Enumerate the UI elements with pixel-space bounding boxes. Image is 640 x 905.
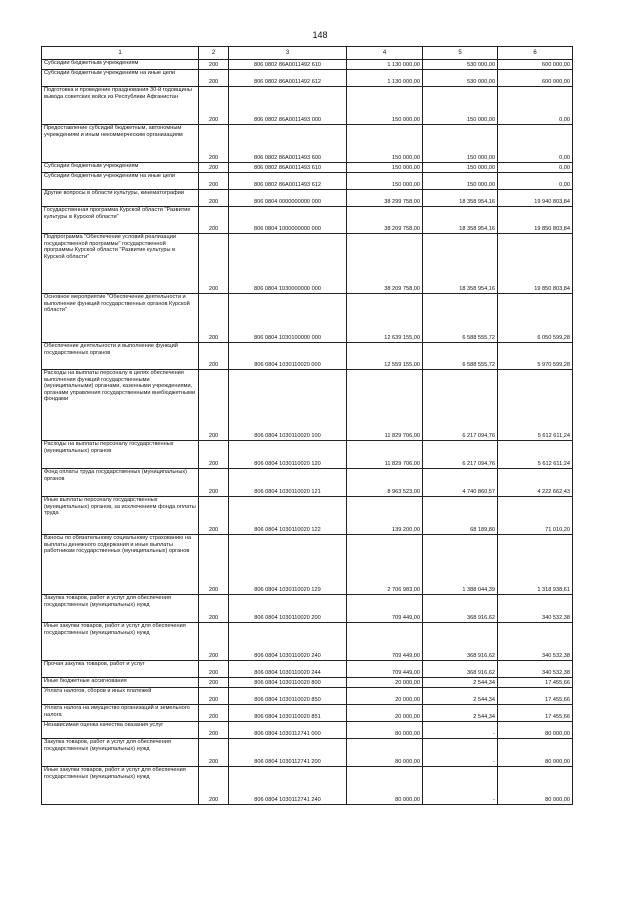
row-kbk-cell: 806 0804 1030110020 122: [229, 497, 347, 535]
row-kbk-cell: 806 0804 1030110020 100: [229, 370, 347, 441]
row-value-col5: 6 588 555,72: [423, 343, 498, 370]
row-kbk-cell: 806 0804 1030110020 800: [229, 678, 347, 688]
row-kbk-cell: 806 0804 1030110020 120: [229, 441, 347, 469]
row-value-col5: 68 189,80: [423, 497, 498, 535]
budget-table: [41, 46, 573, 805]
row-code-cell: 200: [199, 623, 229, 661]
row-kbk-cell: 806 0802 86А0011493 600: [229, 125, 347, 163]
row-value-col5: 18 358 954,16: [423, 190, 498, 207]
row-value-col5: 18 358 954,16: [423, 234, 498, 294]
row-name-cell: Прочая закупка товаров, работ и услуг: [42, 661, 199, 678]
row-name-cell: Закупка товаров, работ и услуг для обеспечения государственных (муниципальных) нужд: [42, 595, 199, 623]
row-value-col4: 20 000,00: [347, 705, 423, 722]
row-name-cell: Независимая оценка качества оказания услуг: [42, 722, 199, 739]
header-col-4: 4: [347, 47, 423, 60]
row-value-col4: 150 000,00: [347, 87, 423, 125]
row-value-col4: 139 200,00: [347, 497, 423, 535]
row-value-col6: 340 532,38: [498, 661, 573, 678]
row-name-cell: Уплата налога на имущество организаций и земельного налога: [42, 705, 199, 722]
row-value-col6: 80 000,00: [498, 739, 573, 767]
row-kbk-cell: 806 0804 1000000000 000: [229, 207, 347, 234]
row-name-cell: Подготовка и проведение празднования 30-й годовщины вывода советских войск из Республики Афганистан: [42, 87, 199, 125]
row-name-cell: Государственная программа Курской области "Развитие культуры в Курской области": [42, 207, 199, 234]
row-code-cell: 200: [199, 469, 229, 497]
row-value-col4: 12 559 155,00: [347, 343, 423, 370]
row-code-cell: 200: [199, 595, 229, 623]
table-row: [42, 370, 573, 441]
row-value-col4: 150 000,00: [347, 163, 423, 173]
row-code-cell: 200: [199, 234, 229, 294]
row-code-cell: 200: [199, 661, 229, 678]
row-kbk-cell: 806 0804 1030110020 851: [229, 705, 347, 722]
row-kbk-cell: 806 0804 1030112741 240: [229, 767, 347, 805]
row-name-cell: Фонд оплаты труда государственных (муниципальных) органов: [42, 469, 199, 497]
row-value-col6: 4 222 662,43: [498, 469, 573, 497]
row-value-col5: 4 740 860,57: [423, 469, 498, 497]
row-name-cell: Иные выплаты персоналу государственных (муниципальных) органов, за исключением фонда оплаты труда: [42, 497, 199, 535]
row-name-cell: Расходы на выплаты персоналу государственных (муниципальных) органов: [42, 441, 199, 469]
row-value-col4: 2 706 983,00: [347, 535, 423, 595]
row-kbk-cell: 806 0804 1030110020 000: [229, 343, 347, 370]
row-name-cell: Уплата налогов, сборов и иных платежей: [42, 688, 199, 705]
row-value-col4: 150 000,00: [347, 125, 423, 163]
row-kbk-cell: 806 0802 86А0011492 612: [229, 70, 347, 87]
row-code-cell: 200: [199, 678, 229, 688]
row-kbk-cell: 806 0804 1030110020 240: [229, 623, 347, 661]
table-row: [42, 497, 573, 535]
row-kbk-cell: 806 0802 86А0011492 610: [229, 60, 347, 70]
row-value-col6: 80 000,00: [498, 722, 573, 739]
row-value-col6: 19 940 803,84: [498, 190, 573, 207]
row-value-col5: 150 000,00: [423, 87, 498, 125]
table-row: [42, 535, 573, 595]
row-value-col6: 17 455,66: [498, 705, 573, 722]
row-value-col4: 80 000,00: [347, 767, 423, 805]
row-value-col5: 368 916,62: [423, 661, 498, 678]
row-name-cell: Субсидии бюджетным учреждениям: [42, 60, 199, 70]
row-value-col5: -: [423, 739, 498, 767]
row-value-col5: 6 588 555,72: [423, 294, 498, 343]
row-value-col5: 6 217 094,76: [423, 441, 498, 469]
row-name-cell: Иные бюджетные ассигнования: [42, 678, 199, 688]
row-value-col5: 368 916,62: [423, 595, 498, 623]
row-value-col6: 0,00: [498, 125, 573, 163]
table-header-row: [42, 47, 573, 60]
row-value-col5: 530 000,00: [423, 60, 498, 70]
table-row: [42, 469, 573, 497]
row-value-col4: 709 449,00: [347, 661, 423, 678]
page-number: 148: [312, 30, 328, 40]
row-kbk-cell: 806 0804 1030110020 121: [229, 469, 347, 497]
row-code-cell: 200: [199, 173, 229, 190]
row-kbk-cell: 806 0804 1030000000 000: [229, 234, 347, 294]
row-code-cell: 200: [199, 70, 229, 87]
row-value-col4: 11 829 706,00: [347, 441, 423, 469]
header-col-2: 2: [199, 47, 229, 60]
table-row: [42, 173, 573, 190]
row-value-col6: 0,00: [498, 173, 573, 190]
row-value-col4: 80 000,00: [347, 722, 423, 739]
row-value-col5: 530 000,00: [423, 70, 498, 87]
row-value-col6: 5 970 599,28: [498, 343, 573, 370]
row-code-cell: 200: [199, 207, 229, 234]
table-row: [42, 705, 573, 722]
row-value-col6: 0,00: [498, 87, 573, 125]
table-row: [42, 125, 573, 163]
row-name-cell: Иные закупки товаров, работ и услуг для обеспечения государственных (муниципальных) нужд: [42, 623, 199, 661]
row-name-cell: Основное мероприятие "Обеспечение деятельности и выполнение функций государственных органов Курской области": [42, 294, 199, 343]
row-name-cell: Обеспечение деятельности и выполнение функций государственных органов: [42, 343, 199, 370]
row-value-col5: 150 000,00: [423, 173, 498, 190]
table-row: [42, 343, 573, 370]
table-row: [42, 70, 573, 87]
row-kbk-cell: 806 0804 1030110020 200: [229, 595, 347, 623]
row-code-cell: 200: [199, 163, 229, 173]
row-code-cell: 200: [199, 294, 229, 343]
row-name-cell: Субсидии бюджетным учреждениям: [42, 163, 199, 173]
row-value-col4: 11 829 706,00: [347, 370, 423, 441]
row-value-col4: 8 963 523,00: [347, 469, 423, 497]
row-value-col5: -: [423, 722, 498, 739]
row-kbk-cell: 806 0804 1030112741 200: [229, 739, 347, 767]
row-value-col6: 80 000,00: [498, 767, 573, 805]
row-value-col6: 600 000,00: [498, 70, 573, 87]
row-value-col5: 2 544,34: [423, 705, 498, 722]
row-code-cell: 200: [199, 125, 229, 163]
row-kbk-cell: 806 0804 0000000000 000: [229, 190, 347, 207]
table-row: [42, 60, 573, 70]
row-value-col6: 71 010,20: [498, 497, 573, 535]
row-code-cell: 200: [199, 767, 229, 805]
row-value-col5: 2 544,34: [423, 678, 498, 688]
row-code-cell: 200: [199, 60, 229, 70]
row-kbk-cell: 806 0802 86А0011493 000: [229, 87, 347, 125]
row-kbk-cell: 806 0804 1030112741 000: [229, 722, 347, 739]
row-value-col4: 709 449,00: [347, 595, 423, 623]
table-row: [42, 595, 573, 623]
row-name-cell: Закупка товаров, работ и услуг для обеспечения государственных (муниципальных) нужд: [42, 739, 199, 767]
row-code-cell: 200: [199, 370, 229, 441]
table-row: [42, 678, 573, 688]
header-col-1: 1: [42, 47, 199, 60]
row-value-col6: 17 455,66: [498, 678, 573, 688]
row-value-col4: 20 000,00: [347, 688, 423, 705]
row-code-cell: 200: [199, 190, 229, 207]
row-value-col4: 38 209 758,00: [347, 234, 423, 294]
row-value-col5: 150 000,00: [423, 125, 498, 163]
table-row: [42, 190, 573, 207]
row-value-col6: 6 050 599,28: [498, 294, 573, 343]
row-kbk-cell: 806 0802 86А0011493 612: [229, 173, 347, 190]
row-kbk-cell: 806 0804 1030110020 244: [229, 661, 347, 678]
row-value-col6: 0,00: [498, 163, 573, 173]
row-value-col4: 709 449,00: [347, 623, 423, 661]
header-col-5: 5: [423, 47, 498, 60]
table-row: [42, 722, 573, 739]
table-row: [42, 294, 573, 343]
row-value-col4: 38 209 758,00: [347, 207, 423, 234]
row-name-cell: Иные закупки товаров, работ и услуг для обеспечения государственных (муниципальных) нужд: [42, 767, 199, 805]
row-code-cell: 200: [199, 441, 229, 469]
row-code-cell: 200: [199, 343, 229, 370]
table-row: [42, 623, 573, 661]
row-value-col4: 20 000,00: [347, 678, 423, 688]
row-value-col4: 150 000,00: [347, 173, 423, 190]
row-value-col5: 150 000,00: [423, 163, 498, 173]
row-name-cell: Субсидии бюджетным учреждениям на иные цели: [42, 70, 199, 87]
table-row: [42, 441, 573, 469]
row-kbk-cell: 806 0804 1030110020 129: [229, 535, 347, 595]
row-value-col6: 17 455,66: [498, 688, 573, 705]
row-code-cell: 200: [199, 87, 229, 125]
row-name-cell: Субсидии бюджетным учреждениям на иные цели: [42, 173, 199, 190]
row-value-col4: 80 000,00: [347, 739, 423, 767]
row-value-col6: 5 612 611,24: [498, 370, 573, 441]
row-value-col6: 340 532,38: [498, 595, 573, 623]
row-code-cell: 200: [199, 688, 229, 705]
row-kbk-cell: 806 0804 1030100000 000: [229, 294, 347, 343]
row-code-cell: 200: [199, 535, 229, 595]
row-value-col5: 6 217 094,76: [423, 370, 498, 441]
table-row: [42, 661, 573, 678]
row-value-col4: 1 130 000,00: [347, 70, 423, 87]
table-row: [42, 87, 573, 125]
row-kbk-cell: 806 0804 1030110020 850: [229, 688, 347, 705]
row-value-col5: 368 916,62: [423, 623, 498, 661]
table-row: [42, 739, 573, 767]
row-kbk-cell: 806 0802 86А0011493 610: [229, 163, 347, 173]
row-value-col5: 1 388 044,39: [423, 535, 498, 595]
row-code-cell: 200: [199, 722, 229, 739]
row-value-col6: 1 318 938,61: [498, 535, 573, 595]
table-row: [42, 234, 573, 294]
row-value-col4: 38 299 758,00: [347, 190, 423, 207]
row-value-col6: 19 850 803,84: [498, 207, 573, 234]
row-value-col6: 600 000,00: [498, 60, 573, 70]
header-col-3: 3: [229, 47, 347, 60]
table-row: [42, 688, 573, 705]
row-value-col6: 340 532,38: [498, 623, 573, 661]
row-code-cell: 200: [199, 497, 229, 535]
table-row: [42, 767, 573, 805]
row-name-cell: Подпрограмма "Обеспечение условий реализации государственной программы" государственной программы Курской области "Развитие культуры в Курской области": [42, 234, 199, 294]
row-code-cell: 200: [199, 705, 229, 722]
row-value-col5: -: [423, 767, 498, 805]
header-col-6: 6: [498, 47, 573, 60]
row-value-col4: 1 130 000,00: [347, 60, 423, 70]
table-row: [42, 163, 573, 173]
table-row: [42, 207, 573, 234]
row-value-col5: 18 358 954,16: [423, 207, 498, 234]
row-value-col5: 2 544,34: [423, 688, 498, 705]
row-name-cell: Взносы по обязательному социальному страхованию на выплаты денежного содержания и иные выплаты работникам государственных (муниципальных) органов: [42, 535, 199, 595]
row-code-cell: 200: [199, 739, 229, 767]
row-name-cell: Предоставление субсидий бюджетным, автономным учреждениям и иным некоммерческим организациям: [42, 125, 199, 163]
row-value-col6: 5 612 611,24: [498, 441, 573, 469]
row-name-cell: Расходы на выплаты персоналу в целях обеспечения выполнения функций государственными (муниципальными) органами, казенными учреждениями, органами управления государственными внебюджетными фондами: [42, 370, 199, 441]
row-value-col4: 12 639 155,00: [347, 294, 423, 343]
row-value-col6: 19 850 803,84: [498, 234, 573, 294]
row-name-cell: Другие вопросы в области культуры, кинематографии: [42, 190, 199, 207]
